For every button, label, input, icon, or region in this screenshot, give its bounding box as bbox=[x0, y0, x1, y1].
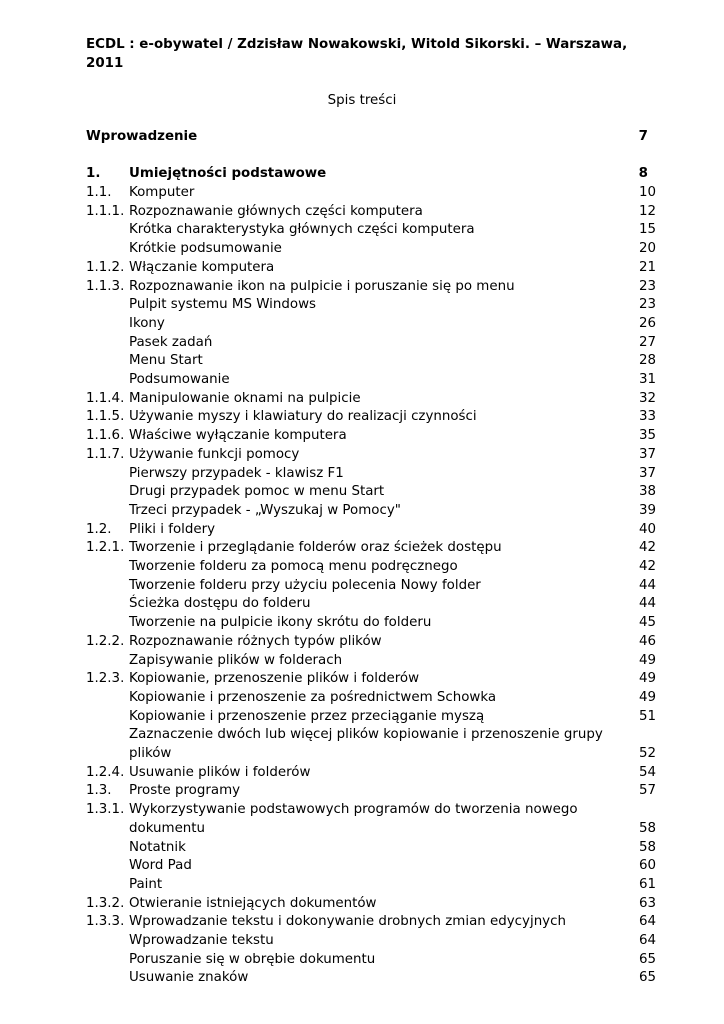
toc-entry-label: Pasek zadań bbox=[129, 334, 213, 350]
toc-entry-label: Właściwe wyłączanie komputera bbox=[129, 428, 347, 444]
toc-entry bbox=[86, 314, 656, 333]
toc-entry-label: Kopiowanie, przenoszenie plików i folderów bbox=[129, 671, 420, 687]
toc-entry-page-number: 20 bbox=[638, 241, 656, 257]
toc-entry bbox=[86, 538, 656, 557]
toc-entry bbox=[86, 819, 656, 838]
toc-entry bbox=[86, 725, 656, 744]
toc-entry bbox=[86, 501, 656, 520]
toc-entry-page-number: 45 bbox=[638, 615, 656, 631]
toc-entry-label: Zapisywanie plików w folderach bbox=[129, 652, 343, 668]
toc-entry-label: Wykorzystywanie podstawowych programów do tworzenia nowego bbox=[129, 802, 578, 818]
toc-entry bbox=[86, 183, 656, 202]
toc-entry-label: Word Pad bbox=[129, 858, 192, 874]
toc-entry-page-number: 21 bbox=[638, 259, 656, 275]
toc-entry bbox=[86, 426, 656, 445]
toc-entry-number: 1.1.1. bbox=[86, 203, 125, 219]
toc-entry bbox=[86, 482, 656, 501]
toc-entry-page-number: 49 bbox=[638, 689, 656, 705]
toc-entry-label: Używanie myszy i klawiatury do realizacji czynności bbox=[129, 409, 477, 425]
toc-entry-page-number: 10 bbox=[638, 185, 656, 200]
toc-entry-page-number: 7 bbox=[638, 129, 648, 144]
toc-entry-label: Paint bbox=[129, 876, 163, 892]
toc-entry-page-number: 12 bbox=[638, 203, 656, 219]
toc-entry-label: Notatnik bbox=[129, 839, 186, 855]
toc-entry-page-number: 37 bbox=[638, 446, 656, 462]
toc-entry bbox=[86, 220, 656, 239]
toc-entry-number: 1.3.3. bbox=[86, 914, 125, 930]
toc-entry-label: Kopiowanie i przenoszenie za pośrednictwem Schowka bbox=[129, 689, 497, 705]
toc-entry bbox=[86, 164, 656, 183]
toc-entry bbox=[86, 333, 656, 352]
toc-entry-label: Pulpit systemu MS Windows bbox=[129, 297, 317, 313]
toc-entry-label: Pliki i foldery bbox=[129, 521, 216, 537]
toc-entry-label: Ikony bbox=[129, 315, 165, 331]
toc-entry-page-number: 61 bbox=[638, 876, 656, 892]
toc-entry-page-number: 65 bbox=[638, 970, 656, 986]
toc-entry-number: 1.2. bbox=[86, 521, 112, 537]
toc-entry-page-number: 31 bbox=[638, 372, 656, 387]
toc-entry-page-number: 8 bbox=[638, 166, 648, 181]
toc-entry-page-number: 42 bbox=[638, 540, 656, 556]
toc-entry bbox=[86, 202, 656, 221]
toc-entry-page-number: 33 bbox=[638, 409, 656, 425]
toc-entry-label: Zaznaczenie dwóch lub więcej plików kopiowanie i przenoszenie grupy bbox=[129, 727, 603, 743]
toc-entry-page-number: 64 bbox=[638, 914, 656, 930]
toc-entry bbox=[86, 632, 656, 651]
toc-entry bbox=[86, 763, 656, 782]
toc-entry bbox=[86, 594, 656, 613]
toc-entry-number: 1.1.7. bbox=[86, 446, 125, 462]
toc-entry bbox=[86, 464, 656, 483]
toc-entry-page-number: 49 bbox=[638, 671, 656, 687]
toc-entry-number: 1.3.1. bbox=[86, 802, 125, 818]
toc-entry bbox=[86, 239, 656, 258]
toc-entry-page-number: 40 bbox=[638, 521, 656, 537]
toc-entry-number: 1.3. bbox=[86, 783, 112, 799]
toc-entry-label: Rozpoznawanie różnych typów plików bbox=[129, 633, 382, 649]
toc-entry-page-number: 26 bbox=[638, 315, 656, 331]
toc-entry-number: 1.1.2. bbox=[86, 259, 125, 275]
toc-entry-number: 1.2.4. bbox=[86, 764, 125, 780]
toc-entry-label: plików bbox=[129, 746, 172, 761]
toc-entry bbox=[86, 576, 656, 595]
toc-entry-page-number: 57 bbox=[638, 783, 656, 799]
toc-entry-label: Trzeci przypadek - „Wyszukaj w Pomocy" bbox=[129, 502, 401, 518]
toc-entry-label: Usuwanie plików i folderów bbox=[129, 764, 311, 780]
toc-entry-number: 1.1. bbox=[86, 185, 112, 200]
toc-entry-page-number: 51 bbox=[638, 708, 656, 724]
toc-entry-label: Używanie funkcji pomocy bbox=[129, 446, 300, 462]
toc-entry-page-number: 65 bbox=[638, 951, 656, 967]
toc-entry-page-number: 63 bbox=[638, 895, 656, 911]
toc-entry-page-number: 54 bbox=[638, 764, 656, 780]
toc-entry-page-number: 60 bbox=[638, 858, 656, 874]
toc-entry-label: Manipulowanie oknami na pulpicie bbox=[129, 390, 361, 406]
toc-entry-label: Podsumowanie bbox=[129, 372, 230, 387]
toc-entry-page-number: 37 bbox=[638, 465, 656, 481]
toc-entry-page-number: 46 bbox=[638, 633, 656, 649]
toc-entry-label: Ścieżka dostępu do folderu bbox=[129, 596, 311, 612]
toc-entry bbox=[86, 781, 656, 800]
toc-entry-page-number: 23 bbox=[638, 297, 656, 313]
toc-entry-number: 1.2.2. bbox=[86, 633, 125, 649]
toc-entry bbox=[86, 912, 656, 931]
toc-entry-label: Krótka charakterystyka głównych części komputera bbox=[129, 222, 475, 238]
toc-entry-label: dokumentu bbox=[129, 820, 206, 836]
toc-entry-label: Komputer bbox=[129, 185, 195, 200]
toc-entry-number: 1. bbox=[86, 166, 101, 181]
toc-entry-page-number: 49 bbox=[638, 652, 656, 668]
toc-entry-page-number: 58 bbox=[638, 839, 656, 855]
page-title: Spis treści bbox=[327, 93, 397, 108]
toc-entry-page-number: 35 bbox=[638, 428, 656, 444]
toc-entry bbox=[86, 950, 656, 969]
toc-entry-page-number: 28 bbox=[638, 353, 656, 369]
toc-entry-number: 1.1.4. bbox=[86, 390, 125, 406]
toc-entry-number: 1.2.3. bbox=[86, 671, 125, 687]
citation-header: ECDL : e-obywatel / Zdzisław Nowakowski, Witold Sikorski. – Warszawa, 2011 bbox=[86, 37, 628, 71]
toc-entry-page-number: 15 bbox=[638, 222, 656, 238]
toc-entry bbox=[86, 651, 656, 670]
toc-entry-number: 1.1.5. bbox=[86, 409, 125, 425]
toc-entry bbox=[86, 800, 656, 819]
toc-entry-number: 1.3.2. bbox=[86, 895, 125, 911]
toc-entry bbox=[86, 744, 656, 763]
toc-entry-label: Rozpoznawanie ikon na pulpicie i poruszanie się po menu bbox=[129, 278, 515, 294]
toc-entry-page-number: 23 bbox=[638, 278, 656, 294]
toc-entry bbox=[86, 968, 656, 987]
toc-entry-label: Wprowadzenie bbox=[86, 129, 198, 144]
toc-entry-page-number: 44 bbox=[638, 596, 656, 612]
toc-entry bbox=[86, 370, 656, 389]
toc-entry bbox=[86, 445, 656, 464]
toc-entry-page-number: 44 bbox=[638, 577, 656, 593]
toc-entry-page-number: 32 bbox=[638, 390, 656, 406]
toc-entry bbox=[86, 856, 656, 875]
toc-entry bbox=[86, 894, 656, 913]
toc-entry-label: Poruszanie się w obrębie dokumentu bbox=[129, 951, 376, 967]
toc-entry-label: Drugi przypadek pomoc w menu Start bbox=[129, 484, 385, 500]
toc-entry-page-number: 27 bbox=[638, 334, 656, 350]
toc-entry-label: Rozpoznawanie głównych części komputera bbox=[129, 203, 423, 219]
toc-entry bbox=[86, 351, 656, 370]
toc-entry-label: Tworzenie folderu za pomocą menu podręcznego bbox=[129, 559, 458, 574]
toc-entry-label: Włączanie komputera bbox=[129, 259, 275, 275]
toc-entry-label: Tworzenie na pulpicie ikony skrótu do folderu bbox=[129, 615, 432, 631]
toc-entry bbox=[86, 613, 656, 632]
toc-entry-page-number: 52 bbox=[638, 746, 656, 761]
toc-entry-page-number: 64 bbox=[638, 933, 656, 948]
toc-entry bbox=[86, 258, 656, 277]
toc-entry bbox=[86, 127, 656, 146]
toc-entry-label: Wprowadzanie tekstu bbox=[129, 933, 274, 948]
toc-entry-label: Krótkie podsumowanie bbox=[129, 241, 282, 257]
toc-entry-label: Wprowadzanie tekstu i dokonywanie drobnych zmian edycyjnych bbox=[129, 914, 566, 930]
toc-entry-number: 1.1.6. bbox=[86, 428, 125, 444]
toc-entry-label: Usuwanie znaków bbox=[129, 970, 249, 986]
toc-entry bbox=[86, 669, 656, 688]
toc-entry-label: Otwieranie istniejących dokumentów bbox=[129, 895, 377, 911]
toc-entry-page-number: 38 bbox=[638, 484, 656, 500]
toc-entry bbox=[86, 407, 656, 426]
toc-entry-page-number: 58 bbox=[638, 820, 656, 836]
toc-entry-label: Pierwszy przypadek - klawisz F1 bbox=[129, 465, 344, 481]
toc-entry-label: Kopiowanie i przenoszenie przez przeciąganie myszą bbox=[129, 708, 485, 724]
toc-entry bbox=[86, 688, 656, 707]
toc-entry-label: Menu Start bbox=[129, 353, 203, 369]
toc-entry bbox=[86, 557, 656, 576]
toc-entry bbox=[86, 875, 656, 894]
toc-entry-number: 1.2.1. bbox=[86, 540, 125, 556]
toc-entry bbox=[86, 295, 656, 314]
toc-entry bbox=[86, 707, 656, 726]
toc-entry bbox=[86, 838, 656, 857]
toc-entry-label: Umiejętności podstawowe bbox=[129, 166, 327, 181]
toc-entry-label: Tworzenie folderu przy użyciu polecenia Nowy folder bbox=[129, 577, 481, 593]
toc-entry-page-number: 39 bbox=[638, 502, 656, 518]
toc-entry bbox=[86, 931, 656, 950]
toc-entry-label: Tworzenie i przeglądanie folderów oraz ścieżek dostępu bbox=[129, 540, 502, 556]
toc-entry-label: Proste programy bbox=[129, 783, 241, 799]
toc-entry bbox=[86, 277, 656, 296]
toc-entry-number: 1.1.3. bbox=[86, 278, 125, 294]
toc-entry bbox=[86, 520, 656, 539]
toc-entry-page-number: 42 bbox=[638, 559, 656, 574]
toc-entry bbox=[86, 389, 656, 408]
